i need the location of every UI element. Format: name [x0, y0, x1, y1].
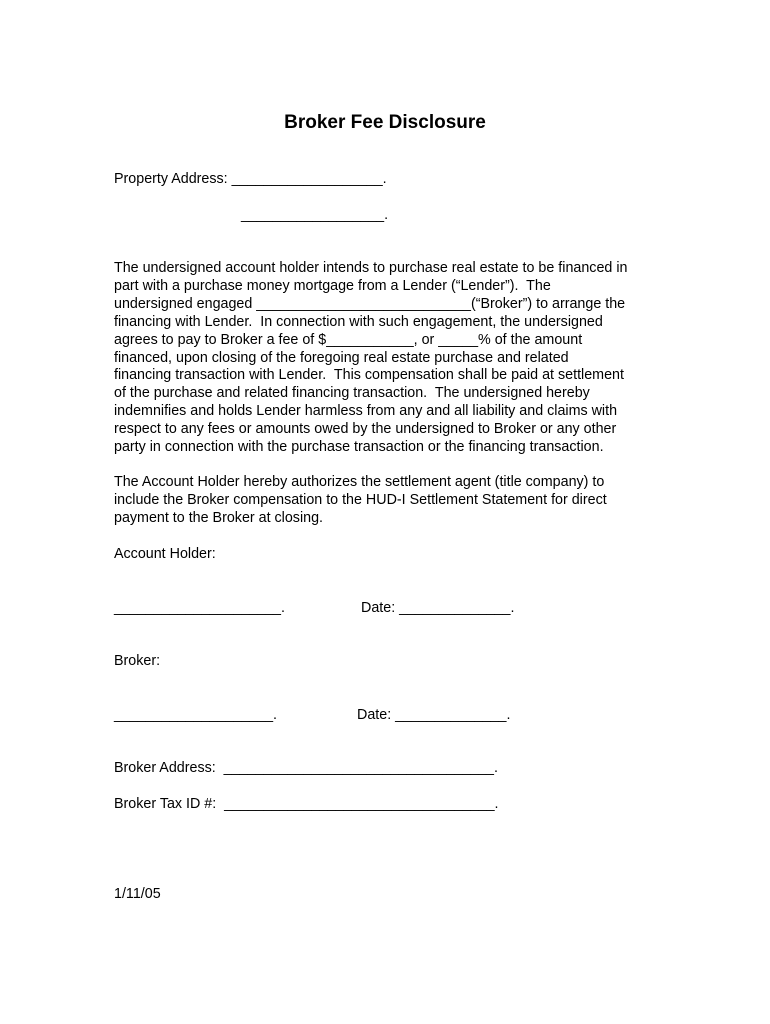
paragraph-line: undersigned engaged ___________________________(“Broker”) to arrange the: [114, 295, 626, 312]
broker-date-line: Date: ______________.: [357, 707, 511, 723]
property-address-line-1: Property Address: ___________________.: [114, 171, 387, 187]
broker-signature-line: ____________________.: [114, 707, 277, 723]
broker-label: Broker:: [114, 653, 161, 669]
account-holder-date-line: Date: ______________.: [361, 600, 515, 616]
paragraph-line: payment to the Broker at closing.: [114, 509, 324, 526]
authorization-paragraph: [114, 474, 674, 528]
paragraph-line: of the purchase and related financing transaction. The undersigned hereby: [114, 385, 590, 402]
paragraph-line: part with a purchase money mortgage from a Lender (“Lender”). The: [114, 277, 551, 294]
paragraph-line: respect to any fees or amounts owed by the undersigned to Broker or any other: [114, 421, 617, 438]
paragraph-line: The Account Holder hereby authorizes the settlement agent (title company) to: [114, 474, 605, 490]
paragraph-line: agrees to pay to Broker a fee of $___________, or _____% of the amount: [114, 331, 583, 348]
document-date: 1/11/05: [114, 886, 161, 902]
paragraph-line: include the Broker compensation to the HUD-I Settlement Statement for direct: [114, 491, 607, 508]
account-holder-signature-line: _____________________.: [114, 600, 285, 616]
paragraph-line: indemnifies and holds Lender harmless from any and all liability and claims with: [114, 403, 618, 420]
paragraph-line: financing transaction with Lender. This compensation shall be paid at settlement: [114, 367, 624, 384]
document-title: Broker Fee Disclosure: [284, 112, 486, 133]
broker-tax-id-line: Broker Tax ID #: __________________________________.: [114, 796, 499, 812]
broker-address-line: Broker Address: __________________________________.: [114, 760, 498, 776]
paragraph-line: financing with Lender. In connection with such engagement, the undersigned: [114, 313, 603, 330]
engagement-paragraph: [114, 260, 674, 457]
paragraph-line: The undersigned account holder intends to purchase real estate to be financed in: [114, 260, 628, 276]
paragraph-line: financed, upon closing of the foregoing real estate purchase and related: [114, 349, 569, 366]
paragraph-line: party in connection with the purchase transaction or the financing transaction.: [114, 439, 604, 456]
account-holder-label: Account Holder:: [114, 546, 216, 562]
property-address-line-2: __________________.: [241, 207, 389, 223]
